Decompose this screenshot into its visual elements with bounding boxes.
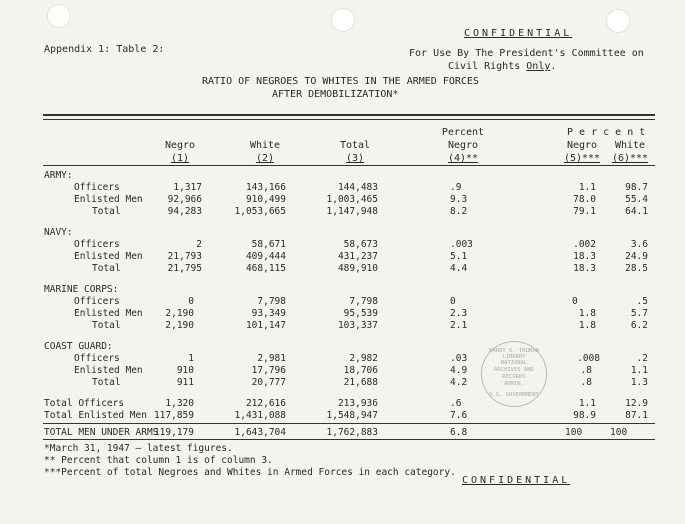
cell-negro: 92,966 [167, 194, 202, 205]
cell-total: 1,548,947 [326, 410, 378, 421]
cell-p5: 1.8 [578, 308, 596, 319]
cell-negro: 2 [196, 239, 202, 250]
cell-white: 910,499 [245, 194, 286, 205]
cell-total: 144,483 [337, 182, 378, 193]
section-title: NAVY: [44, 227, 73, 238]
cell-pct: 7.6 [450, 410, 468, 421]
stamp-mid-3: RECORDS [502, 374, 526, 380]
cell-negro: 94,283 [167, 206, 202, 217]
cell-p5: .008 [577, 353, 600, 364]
stamp-mid-4: ADMIN. [504, 381, 524, 387]
cell-total: 1,003,465 [326, 194, 378, 205]
col-p5-num: (5)*** [563, 153, 601, 164]
row-label: Officers [74, 239, 120, 250]
col-percent-head: Percent [441, 127, 485, 138]
cell-white: 143,166 [245, 182, 286, 193]
row-label: Total Enlisted Men [44, 410, 147, 421]
cell-negro: 117,859 [153, 410, 194, 421]
cell-p6: 1.1 [630, 365, 648, 376]
stamp-top: HARRY S. TRUMAN LIBRARY [489, 348, 539, 360]
cell-white: 7,798 [257, 296, 286, 307]
cell-white: 468,115 [245, 263, 286, 274]
cell-p6: 3.6 [630, 239, 648, 250]
section-title: MARINE CORPS: [44, 284, 119, 295]
col-p6-num: (6)*** [611, 153, 649, 164]
cell-total: 1,762,883 [326, 427, 378, 438]
cell-white: 212,616 [245, 398, 286, 409]
section-title: ARMY: [44, 170, 73, 181]
row-label: Enlisted Men [74, 308, 143, 319]
cell-pct: 4.4 [450, 263, 468, 274]
footnote-3: ***Percent of total Negroes and Whites in Armed Forces in each category. [44, 467, 456, 478]
cell-white: 20,777 [251, 377, 286, 388]
cell-p6: 100 [610, 427, 628, 438]
cell-total: 2,982 [349, 353, 378, 364]
top-rule-1 [43, 114, 655, 116]
cell-p5: 18.3 [573, 263, 596, 274]
cell-p6: .5 [636, 296, 648, 307]
row-label: Total [92, 320, 121, 331]
cell-total: 18,706 [343, 365, 378, 376]
cell-white: 1,643,704 [234, 427, 286, 438]
row-label: Enlisted Men [74, 251, 143, 262]
cell-negro: 2,190 [165, 308, 194, 319]
cell-pct: .03 [450, 353, 468, 364]
cell-negro: 910 [176, 365, 194, 376]
table-title-line-1: RATIO OF NEGROES TO WHITES IN THE ARMED FORCES [202, 76, 479, 87]
committee-line-1: For Use By The President's Committee on [409, 48, 644, 59]
row-label: Total Officers [44, 398, 125, 409]
col-total-num: (3) [345, 153, 365, 164]
cell-p6: 6.2 [630, 320, 648, 331]
cell-p5: 100 [565, 427, 583, 438]
totals-rule [43, 423, 655, 424]
cell-p6: 12.9 [625, 398, 648, 409]
cell-pct: .003 [450, 239, 473, 250]
confidential-top: CONFIDENTIAL [464, 28, 573, 39]
cell-p5: 1.8 [578, 320, 596, 331]
cell-p6: 98.7 [625, 182, 648, 193]
committee-line-2-suffix: . [550, 61, 557, 72]
cell-pct: 4.2 [450, 377, 468, 388]
punch-hole-center [331, 8, 355, 32]
row-label: Officers [74, 296, 120, 307]
cell-white: 101,147 [245, 320, 286, 331]
col-p6-white: White [614, 140, 646, 151]
footnote-2: ** Percent that column 1 is of column 3. [44, 455, 273, 466]
cell-p6: 64.1 [625, 206, 648, 217]
cell-pct: 0 [450, 296, 456, 307]
cell-total: 95,539 [343, 308, 378, 319]
cell-pct: 4.9 [450, 365, 468, 376]
committee-line-2-prefix: Civil Rights [448, 61, 527, 72]
cell-pct: 2.3 [450, 308, 468, 319]
punch-hole-right [606, 9, 630, 33]
col-percent-num: (4)** [447, 153, 479, 164]
cell-white: 17,796 [251, 365, 286, 376]
cell-p6: 28.5 [625, 263, 648, 274]
col-percent-negro: Negro [447, 140, 479, 151]
cell-negro: 1,317 [173, 182, 202, 193]
cell-pct: 9.3 [450, 194, 468, 205]
cell-total: 58,673 [343, 239, 378, 250]
cell-p5: 79.1 [573, 206, 596, 217]
cell-p5: 0 [572, 296, 578, 307]
cell-total: 103,337 [337, 320, 378, 331]
cell-white: 2,981 [257, 353, 286, 364]
row-label: Total [92, 263, 121, 274]
cell-p5: 78.0 [573, 194, 596, 205]
cell-p5: .8 [580, 377, 592, 388]
cell-white: 1,053,665 [234, 206, 286, 217]
row-label: Officers [74, 353, 120, 364]
row-label: Officers [74, 182, 120, 193]
row-label: Total [92, 377, 121, 388]
cell-p6: 55.4 [625, 194, 648, 205]
col-p5-negro: Negro [566, 140, 598, 151]
col-total-head: Total [339, 140, 371, 151]
stamp-bottom: U.S. GOVERNMENT [489, 392, 539, 398]
cell-p5: 18.3 [573, 251, 596, 262]
row-label: Total [92, 206, 121, 217]
cell-p5: .8 [580, 365, 592, 376]
col-negro-num: (1) [170, 153, 190, 164]
cell-p5: .002 [573, 239, 596, 250]
cell-pct: 8.2 [450, 206, 468, 217]
cell-p6: 5.7 [630, 308, 648, 319]
cell-pct: 2.1 [450, 320, 468, 331]
footnote-1: *March 31, 1947 — latest figures. [44, 443, 233, 454]
cell-p6: 24.9 [625, 251, 648, 262]
col-white-num: (2) [255, 153, 275, 164]
cell-white: 1,431,088 [234, 410, 286, 421]
cell-negro: 119,179 [153, 427, 194, 438]
committee-line-2-only: Only [526, 61, 551, 72]
cell-total: 7,798 [349, 296, 378, 307]
col-negro-head: Negro [164, 140, 196, 151]
cell-white: 93,349 [251, 308, 286, 319]
cell-white: 58,671 [251, 239, 286, 250]
header-rule [43, 165, 655, 166]
cell-pct: .6 [450, 398, 462, 409]
cell-negro: 0 [188, 296, 194, 307]
cell-p5: 1.1 [578, 398, 596, 409]
stamp-mid-1: NATIONAL [500, 360, 528, 366]
cell-pct: 6.8 [450, 427, 468, 438]
committee-line-2 [448, 61, 556, 72]
cell-negro: 911 [176, 377, 194, 388]
punch-hole-left [47, 4, 71, 28]
table-title-line-2: AFTER DEMOBILIZATION* [272, 89, 399, 100]
cell-total: 489,910 [337, 263, 378, 274]
cell-white: 409,444 [245, 251, 286, 262]
cell-total: 431,237 [337, 251, 378, 262]
cell-p6: 87.1 [625, 410, 648, 421]
cell-negro: 21,795 [167, 263, 202, 274]
row-label: TOTAL MEN UNDER ARMS [44, 427, 159, 438]
cell-total: 21,688 [343, 377, 378, 388]
appendix-label: Appendix 1: Table 2: [44, 44, 165, 55]
totals-bottom-rule [43, 439, 655, 440]
cell-p5: 98.9 [573, 410, 596, 421]
cell-p6: .2 [636, 353, 648, 364]
cell-negro: 1,320 [165, 398, 194, 409]
cell-negro: 2,190 [165, 320, 194, 331]
library-stamp [481, 341, 547, 407]
row-label: Enlisted Men [74, 194, 143, 205]
cell-negro: 21,793 [167, 251, 202, 262]
col-white-head: White [249, 140, 281, 151]
top-rule-2 [43, 119, 655, 120]
cell-pct: .9 [450, 182, 462, 193]
cell-total: 213,936 [337, 398, 378, 409]
cell-p5: 1.1 [578, 182, 596, 193]
cell-pct: 5.1 [450, 251, 468, 262]
cell-p6: 1.3 [630, 377, 648, 388]
confidential-bottom: CONFIDENTIAL [462, 475, 571, 486]
col-percent2-head: P e r c e n t [567, 127, 646, 138]
row-label: Enlisted Men [74, 365, 143, 376]
cell-negro: 1 [188, 353, 194, 364]
stamp-mid-2: ARCHIVES AND [494, 367, 534, 373]
section-title: COAST GUARD: [44, 341, 113, 352]
cell-total: 1,147,948 [326, 206, 378, 217]
